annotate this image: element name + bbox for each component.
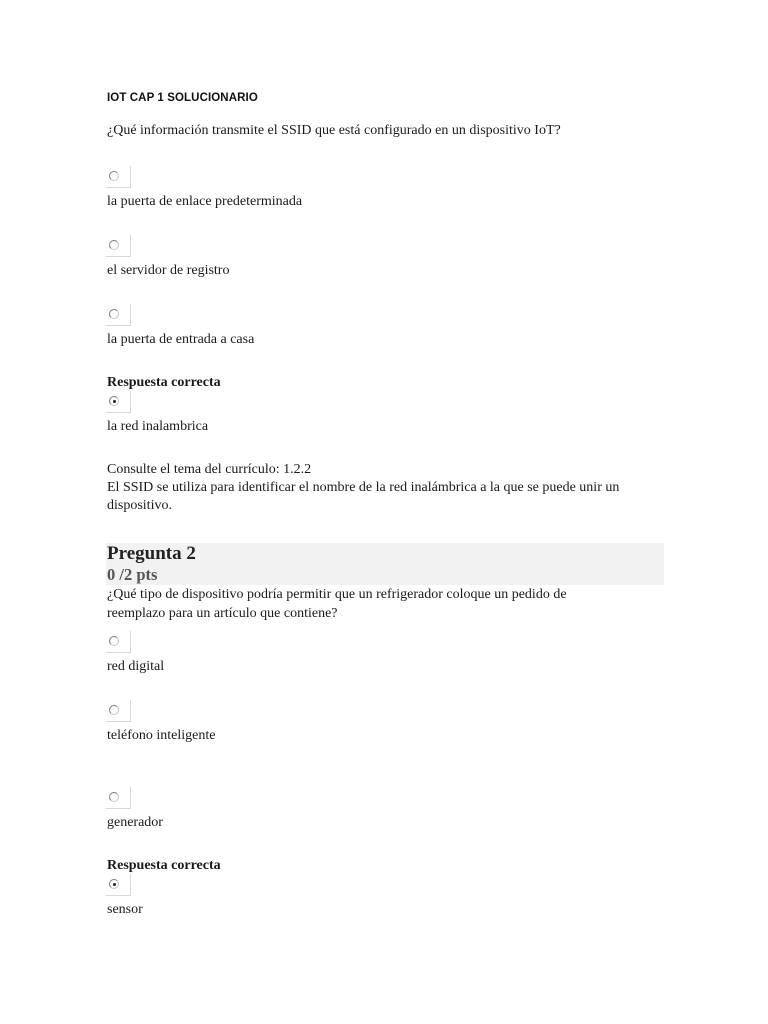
q2-option-1-radio[interactable] — [106, 631, 131, 653]
q2-option-3-radio[interactable] — [106, 787, 131, 809]
radio-unselected-icon — [109, 240, 119, 250]
q2-option-1-label: red digital — [107, 659, 165, 674]
q2-option-2-radio[interactable] — [106, 700, 131, 722]
q1-option-3-radio[interactable] — [106, 304, 131, 326]
radio-selected-icon — [109, 396, 119, 406]
q1-option-2-radio[interactable] — [106, 235, 131, 257]
question-1-text: ¿Qué información transmite el SSID que está configurado en un dispositivo IoT? — [107, 123, 561, 138]
document-title: IOT CAP 1 SOLUCIONARIO — [107, 92, 258, 104]
question-2-number: Pregunta 2 — [107, 543, 196, 564]
q1-option-4-radio[interactable] — [106, 391, 131, 413]
q1-option-2-label: el servidor de registro — [107, 263, 230, 278]
q1-option-4-label: la red inalambrica — [107, 419, 209, 434]
question-2-points: 0 /2 pts — [107, 565, 158, 584]
radio-selected-icon — [109, 879, 119, 889]
q1-explanation-text: El SSID se utiliza para identificar el nombre de la red inalámbrica a la que se puede unir un dispositivo. — [107, 480, 620, 513]
radio-unselected-icon — [109, 792, 119, 802]
q2-option-2-label: teléfono inteligente — [107, 728, 216, 743]
q1-correct-answer-label: Respuesta correcta — [107, 375, 221, 390]
question-2-text: ¿Qué tipo de dispositivo podría permitir que un refrigerador coloque un pedido de reemplazo para un artículo que contiene? — [107, 587, 567, 621]
q2-option-4-radio[interactable] — [106, 874, 131, 896]
q1-explanation — [107, 461, 667, 515]
q1-option-1-label: la puerta de enlace predeterminada — [107, 194, 303, 209]
q2-option-3-label: generador — [107, 815, 163, 830]
radio-unselected-icon — [109, 171, 119, 181]
radio-unselected-icon — [109, 705, 119, 715]
radio-unselected-icon — [109, 309, 119, 319]
q1-option-1-radio[interactable] — [106, 166, 131, 188]
q1-curriculum-reference: Consulte el tema del currículo: 1.2.2 — [107, 462, 312, 477]
q2-option-4-label: sensor — [107, 902, 143, 917]
radio-unselected-icon — [109, 636, 119, 646]
question-2-header — [106, 543, 664, 585]
q2-correct-answer-label: Respuesta correcta — [107, 858, 221, 873]
q1-option-3-label: la puerta de entrada a casa — [107, 332, 255, 347]
